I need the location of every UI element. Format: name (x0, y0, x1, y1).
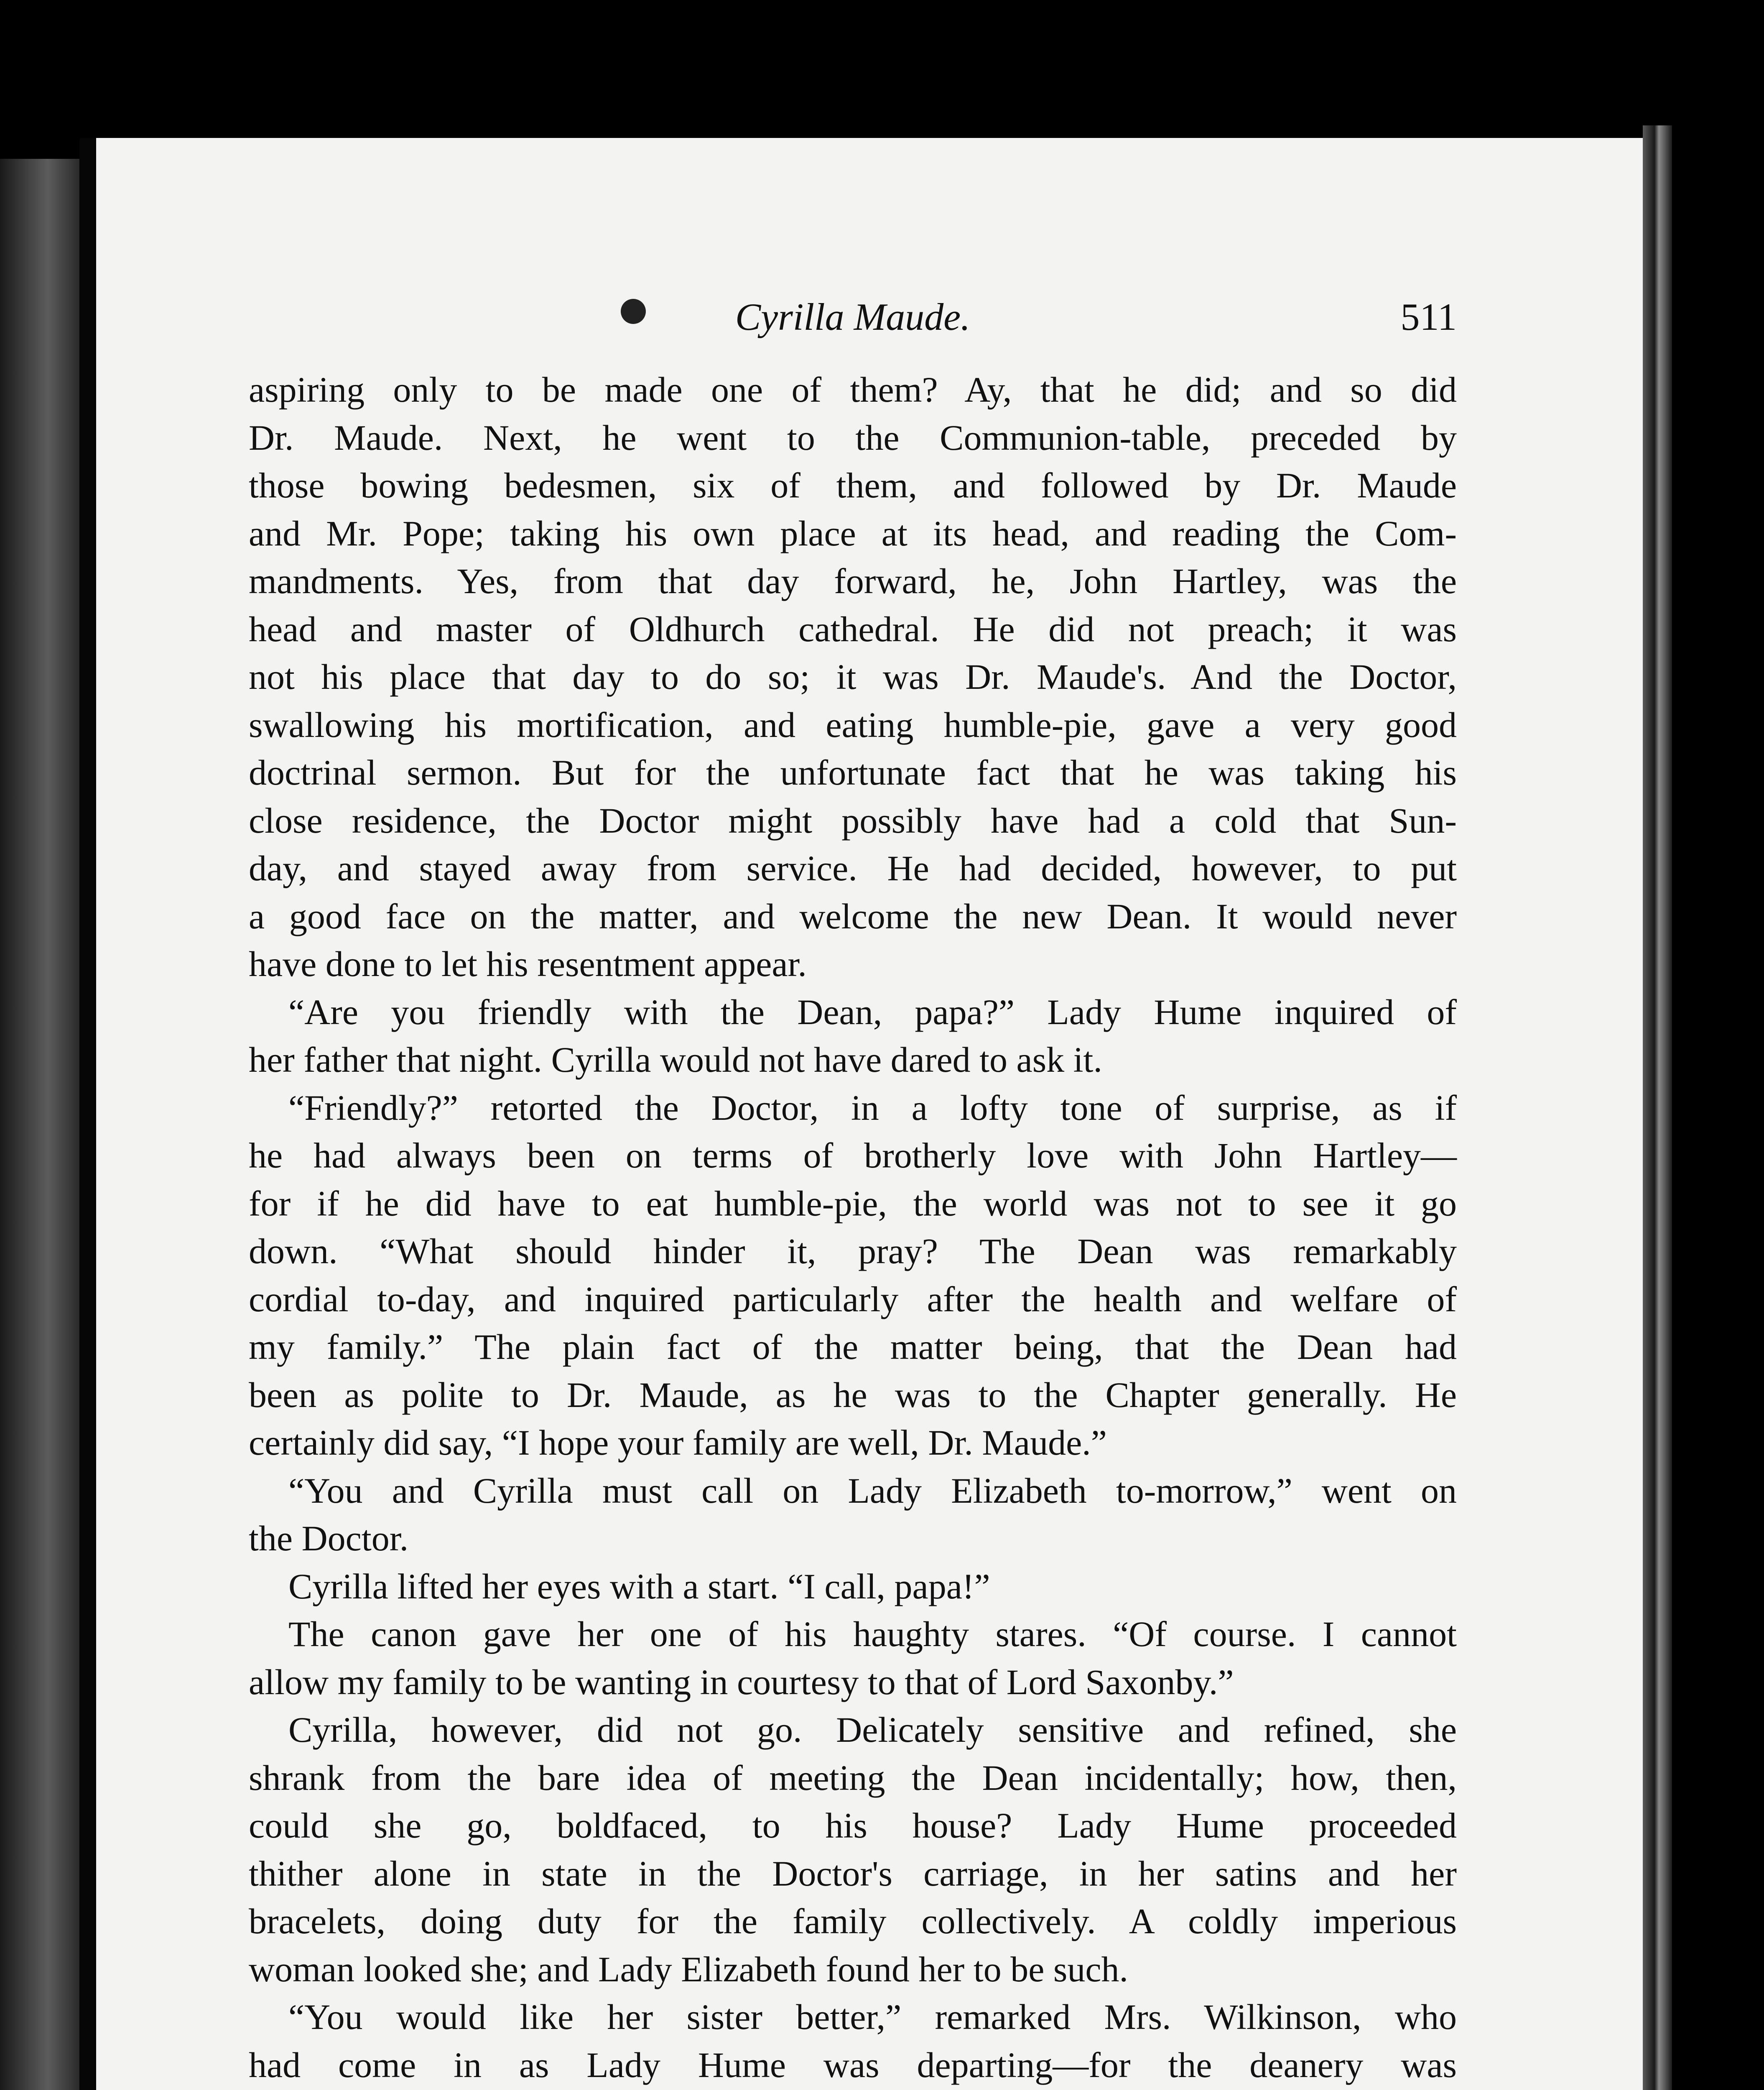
text-line: doctrinal sermon. But for the unfortunate fact that he was taking his (249, 752, 1457, 793)
text-line: “You would like her sister better,” remarked Mrs. Wilkinson, who (288, 1997, 1457, 2037)
page-stack-edge (1643, 125, 1672, 2090)
running-title: Cyrilla Maude. (735, 296, 971, 338)
text-line: day, and stayed away from service. He had decided, however, to put (249, 848, 1457, 888)
text-line: have done to let his resentment appear. (249, 944, 807, 984)
facing-page-edge (0, 159, 79, 2090)
text-line: could she go, boldfaced, to his house? Lady Hume proceeded (249, 1805, 1457, 1845)
text-line: swallowing his mortification, and eating humble-pie, gave a very good (249, 704, 1457, 745)
text-line: certainly did say, “I hope your family are well, Dr. Maude.” (249, 1422, 1107, 1463)
text-line: cordial to-day, and inquired particularly after the health and welfare of (249, 1279, 1457, 1319)
text-line: “Friendly?” retorted the Doctor, in a lofty tone of surprise, as if (288, 1087, 1457, 1128)
text-line: close residence, the Doctor might possibly have had a cold that Sun- (249, 800, 1457, 841)
body-text (249, 366, 1457, 2090)
text-line: he had always been on terms of brotherly love with John Hartley— (249, 1135, 1457, 1175)
text-line: her father that night. Cyrilla would not have dared to ask it. (249, 1040, 1102, 1080)
text-line: had come in as Lady Hume was departing—for the deanery was (249, 2044, 1457, 2085)
text-line: thither alone in state in the Doctor's carriage, in her satins and her (249, 1853, 1457, 1894)
text-line: for if he did have to eat humble-pie, the world was not to see it go (249, 1183, 1457, 1223)
text-line: shrank from the bare idea of meeting the Dean incidentally; how, then, (249, 1757, 1457, 1798)
text-line: Dr. Maude. Next, he went to the Communion-table, preceded by (249, 417, 1457, 458)
text-line: mandments. Yes, from that day forward, he, John Hartley, was the (249, 561, 1457, 601)
text-line: my family.” The plain fact of the matter being, that the Dean had (249, 1327, 1457, 1367)
page-header (249, 295, 1457, 349)
page-number: 511 (1400, 296, 1457, 338)
text-line: “You and Cyrilla must call on Lady Elizabeth to-morrow,” went on (288, 1470, 1457, 1511)
text-line: down. “What should hinder it, pray? The Dean was remarkably (249, 1231, 1457, 1271)
text-line: the Doctor. (249, 1518, 409, 1558)
text-line: aspiring only to be made one of them? Ay, that he did; and so did (249, 370, 1457, 410)
text-line: “Are you friendly with the Dean, papa?” Lady Hume inquired of (288, 991, 1457, 1032)
text-line: The canon gave her one of his haughty stares. “Of course. I cannot (288, 1614, 1457, 1654)
text-line: been as polite to Dr. Maude, as he was to the Chapter generally. He (249, 1374, 1457, 1415)
text-line: those bowing bedesmen, six of them, and followed by Dr. Maude (249, 465, 1457, 505)
text-line: Cyrilla lifted her eyes with a start. “I call, papa!” (288, 1566, 990, 1606)
text-line: Cyrilla, however, did not go. Delicately sensitive and refined, she (288, 1710, 1457, 1750)
text-line: not his place that day to do so; it was Dr. Maude's. And the Doctor, (249, 657, 1457, 697)
text-line: allow my family to be wanting in courtesy to that of Lord Saxonby.” (249, 1662, 1234, 1702)
book-gutter (79, 138, 96, 2090)
text-line: a good face on the matter, and welcome the new Dean. It would never (249, 896, 1457, 936)
text-line: and Mr. Pope; taking his own place at its head, and reading the Com- (249, 513, 1457, 553)
text-line: woman looked she; and Lady Elizabeth found her to be such. (249, 1949, 1129, 1989)
text-line: head and master of Oldhurch cathedral. He did not preach; it was (249, 609, 1457, 649)
text-line: bracelets, doing duty for the family collectively. A coldly imperious (249, 1901, 1457, 1941)
